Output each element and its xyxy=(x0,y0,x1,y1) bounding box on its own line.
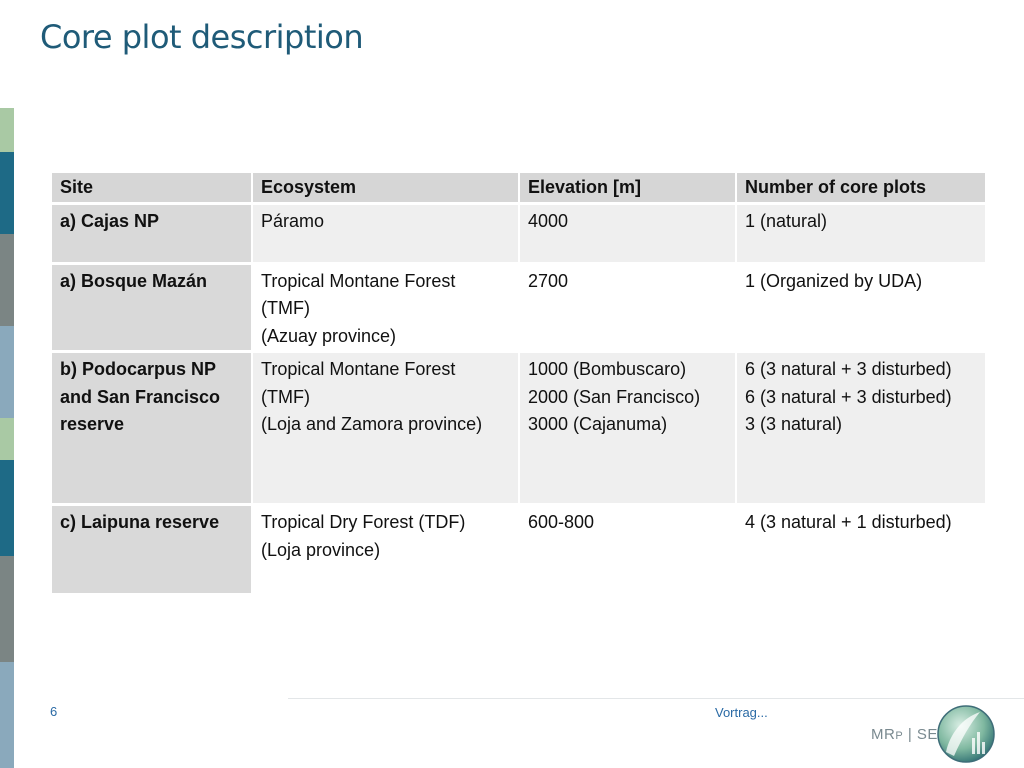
cell-core-plots xyxy=(737,205,987,265)
cell-line: reserve xyxy=(60,414,125,434)
footer-divider xyxy=(288,698,1024,699)
cell-ecosystem xyxy=(253,265,520,354)
cell-site xyxy=(52,353,253,506)
cell-line: 6 (3 natural + 3 disturbed) xyxy=(745,359,952,379)
cell-line: a) Bosque Mazán xyxy=(60,270,208,291)
strip-segment xyxy=(0,418,14,460)
brand-logo-icon xyxy=(936,704,996,764)
strip-segment xyxy=(0,662,14,768)
cell-line: (TMF) xyxy=(261,298,310,318)
cell-elevation xyxy=(520,353,737,506)
cell-core-plots xyxy=(737,506,987,596)
brand-rest: | SE xyxy=(903,726,938,743)
cell-line: b) Podocarpus NP xyxy=(60,359,217,379)
cell-line: a) Cajas NP xyxy=(60,210,160,231)
strip-segment xyxy=(0,326,14,418)
table-row xyxy=(52,506,987,596)
brand-small: P xyxy=(895,730,904,742)
brand-text xyxy=(871,726,938,743)
cell-line: (Azuay province) xyxy=(261,325,397,346)
cell-line: c) Laipuna reserve xyxy=(60,512,220,532)
slide-title: Core plot description xyxy=(40,18,364,56)
cell-line: 6 (3 natural + 3 disturbed) xyxy=(745,386,952,407)
strip-segment xyxy=(0,234,14,326)
strip-segment xyxy=(0,556,14,662)
table-row xyxy=(52,265,987,354)
decorative-color-strip xyxy=(0,108,14,768)
cell-elevation xyxy=(520,506,737,596)
cell-line: 4 (3 natural + 1 disturbed) xyxy=(745,512,952,532)
table-row xyxy=(52,353,987,506)
cell-line: 2700 xyxy=(528,270,569,291)
cell-elevation xyxy=(520,265,737,354)
cell-line: 600-800 xyxy=(528,512,595,532)
cell-line: Páramo xyxy=(261,210,325,231)
cell-site xyxy=(52,265,253,354)
cell-line: (Loja province) xyxy=(261,539,381,560)
cell-line: (TMF) xyxy=(261,386,310,407)
cell-line: (Loja and Zamora province) xyxy=(261,414,483,434)
cell-ecosystem xyxy=(253,506,520,596)
cell-line: 3000 (Cajanuma) xyxy=(528,414,668,434)
cell-ecosystem xyxy=(253,205,520,265)
cell-ecosystem xyxy=(253,353,520,506)
footer-text: Vortrag... xyxy=(715,705,768,720)
cell-line: Tropical Montane Forest xyxy=(261,270,456,291)
cell-core-plots xyxy=(737,265,987,354)
page-number: 6 xyxy=(50,704,58,719)
strip-segment xyxy=(0,152,14,234)
cell-line: Tropical Montane Forest xyxy=(261,359,456,379)
header-ecosystem: Ecosystem xyxy=(253,173,520,205)
core-plot-table xyxy=(52,173,987,596)
cell-line: 2000 (San Francisco) xyxy=(528,386,701,407)
brand-main: MR xyxy=(871,726,896,743)
cell-site xyxy=(52,205,253,265)
table-row xyxy=(52,205,987,265)
cell-line: 1000 (Bombuscaro) xyxy=(528,359,687,379)
header-elevation: Elevation [m] xyxy=(520,173,737,205)
table-header-row xyxy=(52,173,987,205)
cell-line: Tropical Dry Forest (TDF) xyxy=(261,512,466,532)
cell-line: 1 (Organized by UDA) xyxy=(745,270,923,291)
strip-segment xyxy=(0,460,14,556)
cell-line: and San Francisco xyxy=(60,386,221,407)
cell-site xyxy=(52,506,253,596)
cell-line: 1 (natural) xyxy=(745,210,828,231)
header-core-plots: Number of core plots xyxy=(737,173,987,205)
cell-line: 3 (3 natural) xyxy=(745,414,843,434)
cell-core-plots xyxy=(737,353,987,506)
strip-segment xyxy=(0,108,14,152)
cell-elevation xyxy=(520,205,737,265)
cell-line: 4000 xyxy=(528,210,569,231)
header-site: Site xyxy=(52,173,253,205)
